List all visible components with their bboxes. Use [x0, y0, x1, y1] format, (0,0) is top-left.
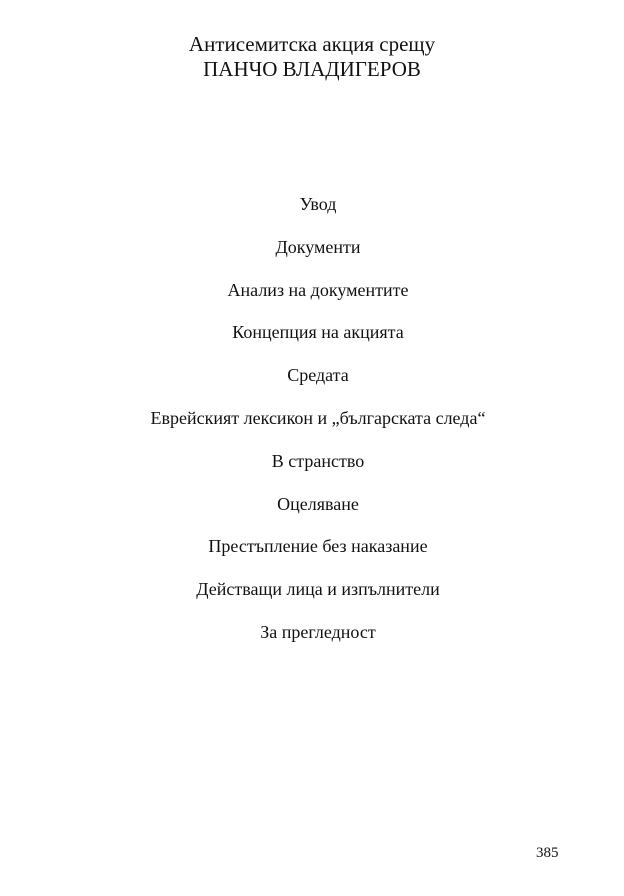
toc-item-introduction[interactable]: Увод: [299, 194, 337, 214]
toc-item-jewish-lexicon[interactable]: Еврейският лексикон и „българската следа“: [150, 407, 486, 428]
title-line-1: Антисемитска акция срещу: [188, 32, 436, 56]
page-number: 385: [536, 845, 559, 861]
toc-item-crime-without-punishment[interactable]: Престъпление без наказание: [208, 536, 428, 557]
toc-item-survival[interactable]: Оцеляване: [277, 493, 359, 514]
toc-item-document-analysis[interactable]: Анализ на документите: [227, 279, 409, 300]
page-title: [0, 32, 624, 82]
toc-item-abroad[interactable]: В странство: [271, 450, 365, 471]
toc-item-environment[interactable]: Средата: [287, 365, 349, 386]
title-line-2: ПАНЧО ВЛАДИГЕРОВ: [203, 57, 421, 81]
toc-item-characters-and-performers[interactable]: Действащи лица и изпълнители: [196, 579, 440, 600]
toc-item-action-concept[interactable]: Концепция на акцията: [232, 322, 404, 343]
toc-item-for-clarity[interactable]: За прегледност: [260, 621, 376, 642]
table-of-contents: [0, 192, 624, 663]
toc-item-documents[interactable]: Документи: [275, 236, 361, 257]
